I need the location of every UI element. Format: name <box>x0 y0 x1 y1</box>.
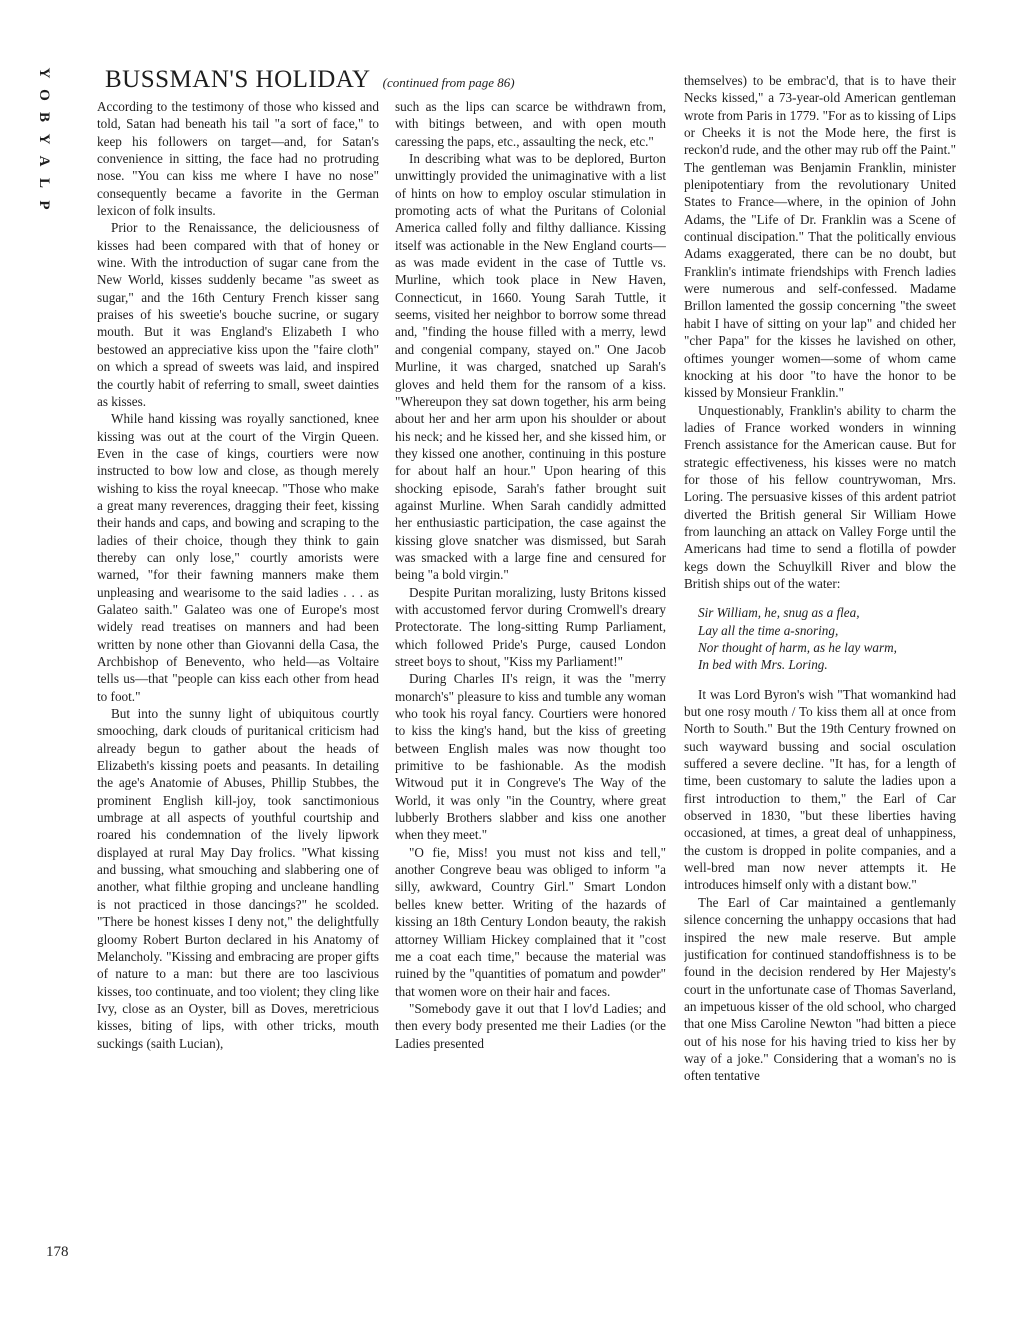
paragraph: The Earl of Car maintained a gentlemanly silence concerning the unhappy occasions that had inspired the new male reserve. But ample justification for continued standoffishness is to be found in the decision rendered by Her Majesty's court in the unfortunate case of Thomas Saverland, an impetuous kisser of the old school, who charged that one Miss Caroline Newton "had bitten a piece out of his nose for his having tried to kiss her by way of a joke." Considering that a woman's no is often tentative <box>684 894 956 1084</box>
paragraph: themselves) to be embrac'd, that is to have their Necks kissed," a 73-year-old American gentleman wrote from Paris in 1779. "For as to kissing of Lips or Cheeks it is not the Mode here, the first is reckon'd rude, and the other may rub off the Paint." The gentleman was Benjamin Franklin, minister plenipotentiary from the revolutionary United States to France—where, in the opinion of John Adams, the "Life of Dr. Franklin was a Scene of continual discipation." That the politically envious Adams exaggerated, there can be no doubt, but Franklin's intimate friendships with French ladies were numerous and self-confessed. Madame Brillon lamented the gossip concerning "the sweet habit I have of sitting on your lap" and chided her "cher Papa" for the kisses he lavished on other, oftimes younger women—some of whom came knocking at his door "to have the honor to be kissed by Monsieur Franklin." <box>684 73 956 401</box>
article-headline <box>105 66 515 94</box>
paragraph: While hand kissing was royally sanctioned, knee kissing was out at the court of the Virgin Queen. Even in the case of kings, courtiers were now instructed to bow low and close, as though merely wishing to kiss the royal kneecap. "Those who make a great many reverences, dragging their feet, kissing their hands and caps, and bowing and scraping to the ladies of their choice, though they think to gain thereby can only lose," courtly amorists were warned, "for their fawning manners make them unpleasing and wearisome to the said ladies . . . as Galateo saith." Galateo was one of Europe's most widely read treatises on manners and had been written by none other than Giovanni della Casa, the Archbishop of Benevento, who held—as Voltaire tells us—that "people can kiss each other from head to foot." <box>97 411 379 704</box>
verse-line: Sir William, he, snug as a flea, <box>698 605 860 621</box>
paragraph: According to the testimony of those who kissed and told, Satan had beneath his tail "a sort of face," to keep his followers on target—and, for Satan's convenience in sitting, the face had no protruding nose. "You can kiss me where I have no nose" consequently became a favorite in the German lexicon of folk insults. <box>97 99 379 219</box>
paragraph: Prior to the Renaissance, the deliciousness of kisses had been compared with that of honey or wine. With the introduction of sugar cane from the New World, kisses suddenly became "as sweet as sugar," and the 16th Century French kisser sang praises of his sweetie's bouche sucrine, or sugary mouth. But it was England's Elizabeth I who bestowed an appreciative kiss upon the "faire cloth" on which a spread of sweets was laid, and inspired the courtly habit of referring to small, sweet dainties as kisses. <box>97 220 379 409</box>
paragraph: It was Lord Byron's wish "That womankind had but one rosy mouth / To kiss them all at once from North to South." But the 19th Century frowned on such wayward bussing and social osculation suffered a severe decline. "It has, for a length of time, been customary to salute the ladies upon a first introduction to them," the Earl of Car observed in 1830, "but these liberties having occasioned, at times, a great deal of unhappiness, the custom is dropped in polite companies, and a well-bred man now never attempts it. He introduces himself only with a distant bow." <box>684 686 956 893</box>
article-column-2 <box>395 98 666 1274</box>
sidebar-title-letter: Y <box>36 67 52 79</box>
sidebar-title-letter: A <box>36 155 52 167</box>
verse-line: Lay all the time a-snoring, <box>698 622 839 638</box>
sidebar-title-letter: L <box>36 177 52 188</box>
paragraph: In describing what was to be deplored, Burton unwittingly provided the unimaginative with a list of hints on how to employ oscular stimulation in promoting acts of what the Puritans of Colonial America called folly and filthy dalliance. Kissing itself was actionable in the New England courts—as was made evident in the case of Tuttle vs. Murline, which took place in New Haven, Connecticut, in 1660. Young Sarah Tuttle, it seems, visited her neighbor to borrow some thread and, "finding the house filled with a merry, lewd and congenial company, stayed on." One Jacob Murline, it was charged, snatched up Sarah's gloves and held them for the ransom of a kiss. "Whereupon they sat down together, his arm being about her and her arm upon his shoulder or about his neck; and he kissed her, and she kissed him, or they kissed one another, continuing in this posture for about half an hour." Upon hearing of this shocking episode, Sarah's father brought suit against Murline. When Sarah candidly admitted her enthusiastic participation, the case against the kissing glove snatcher was dismissed, but Sarah was smacked with a large fine and censured for being "a bold virgin." <box>395 151 666 583</box>
article-column-3 <box>684 72 956 1272</box>
magazine-sidebar-title <box>28 62 52 216</box>
sidebar-title-letter: B <box>36 111 52 122</box>
verse-line: In bed with Mrs. Loring. <box>698 657 828 673</box>
article-column-1 <box>97 98 379 1274</box>
paragraph: "O fie, Miss! you must not kiss and tell," another Congreve beau was obliged to inform "a silly, awkward, Country Girl." Smart London belles knew better. Writing of the hazards of kissing an 18th Century London beauty, the rakish attorney William Hickey complained that it "cost me a coat each time," because the material was ruined by the "quantities of pomatum and powder" that women wore on their hair and faces. <box>395 844 666 999</box>
verse-line: Nor thought of harm, as he lay warm, <box>698 640 897 655</box>
paragraph: Despite Puritan moralizing, lusty Britons kissed with accustomed fervor during Cromwell's dreary Protectorate. The long-sitting Rump Parliament, which followed Pride's Purge, caused London street boys to shout, "Kiss my Parliament!" <box>395 584 666 669</box>
paragraph: "Somebody gave it out that I lov'd Ladies; and then every body presented me their Ladies (or the Ladies presented <box>395 1000 666 1051</box>
sidebar-title-letter: P <box>36 200 52 210</box>
continued-note: (continued from page 86) <box>382 75 515 90</box>
paragraph: During Charles II's reign, it was the "merry monarch's" pleasure to kiss and tumble any woman who took his royal fancy. Courtiers were honored to kiss the king's hand, but the kiss of greeting between English males was now thought too primitive to be fashionable. As the modish Witwoud put it in Congreve's The Way of the World, it was only "in the Country, where great lubberly Brothers slabber and kiss one another when they meet." <box>395 671 666 843</box>
headline-title: BUSSMAN'S HOLIDAY <box>105 66 371 93</box>
sidebar-title-letter: O <box>36 89 52 101</box>
sidebar-title-letter: Y <box>36 133 52 145</box>
verse-block <box>698 604 956 673</box>
paragraph: Unquestionably, Franklin's ability to charm the ladies of France worked wonders in winning French assistance for the American cause. But for strategic effectiveness, his kisses were no match for those of his fellow countrywoman, Mrs. Loring. The persuasive kisses of this ardent patriot diverted the British general Sir William Howe from launching an attack on Valley Forge until the Americans had time to send a flotilla of powder kegs down the Schuylkill River and blow the British ships out of the water: <box>684 402 956 591</box>
paragraph: such as the lips can scarce be withdrawn from, with bitings between, and with open mouth caressing the paps, etc., assaulting the neck, etc." <box>395 99 666 149</box>
page-number: 178 <box>46 1244 69 1260</box>
paragraph: But into the sunny light of ubiquitous courtly smooching, dark clouds of puritanical criticism had already begun to gather about the heads of Elizabeth's kissing poets and peasants. In detailing the age's Anatomie of Abuses, Phillip Stubbes, the prominent English kill-joy, took sanctimonious umbrage at all aspects of youthful courtship and roared his condemnation of the lively lipwork displayed at rural May Day frolics. "What kissing and bussing, what smouching and slabbering one of another, what filthie groping and uncleane handling is not practiced in those dancings?" he scolded. "There be honest kisses I deny not," the delightfully gloomy Robert Burton declared in his Anatomy of Melancholy. "Kissing and embracing are proper gifts of nature to a man: but there are too lascivious kisses, too continuate, and too violent; they cling like Ivy, close as an Oyster, bill as Doves, meretricious kisses, biting of lips, with other tricks, mouth suckings (saith Lucian), <box>97 706 379 1051</box>
